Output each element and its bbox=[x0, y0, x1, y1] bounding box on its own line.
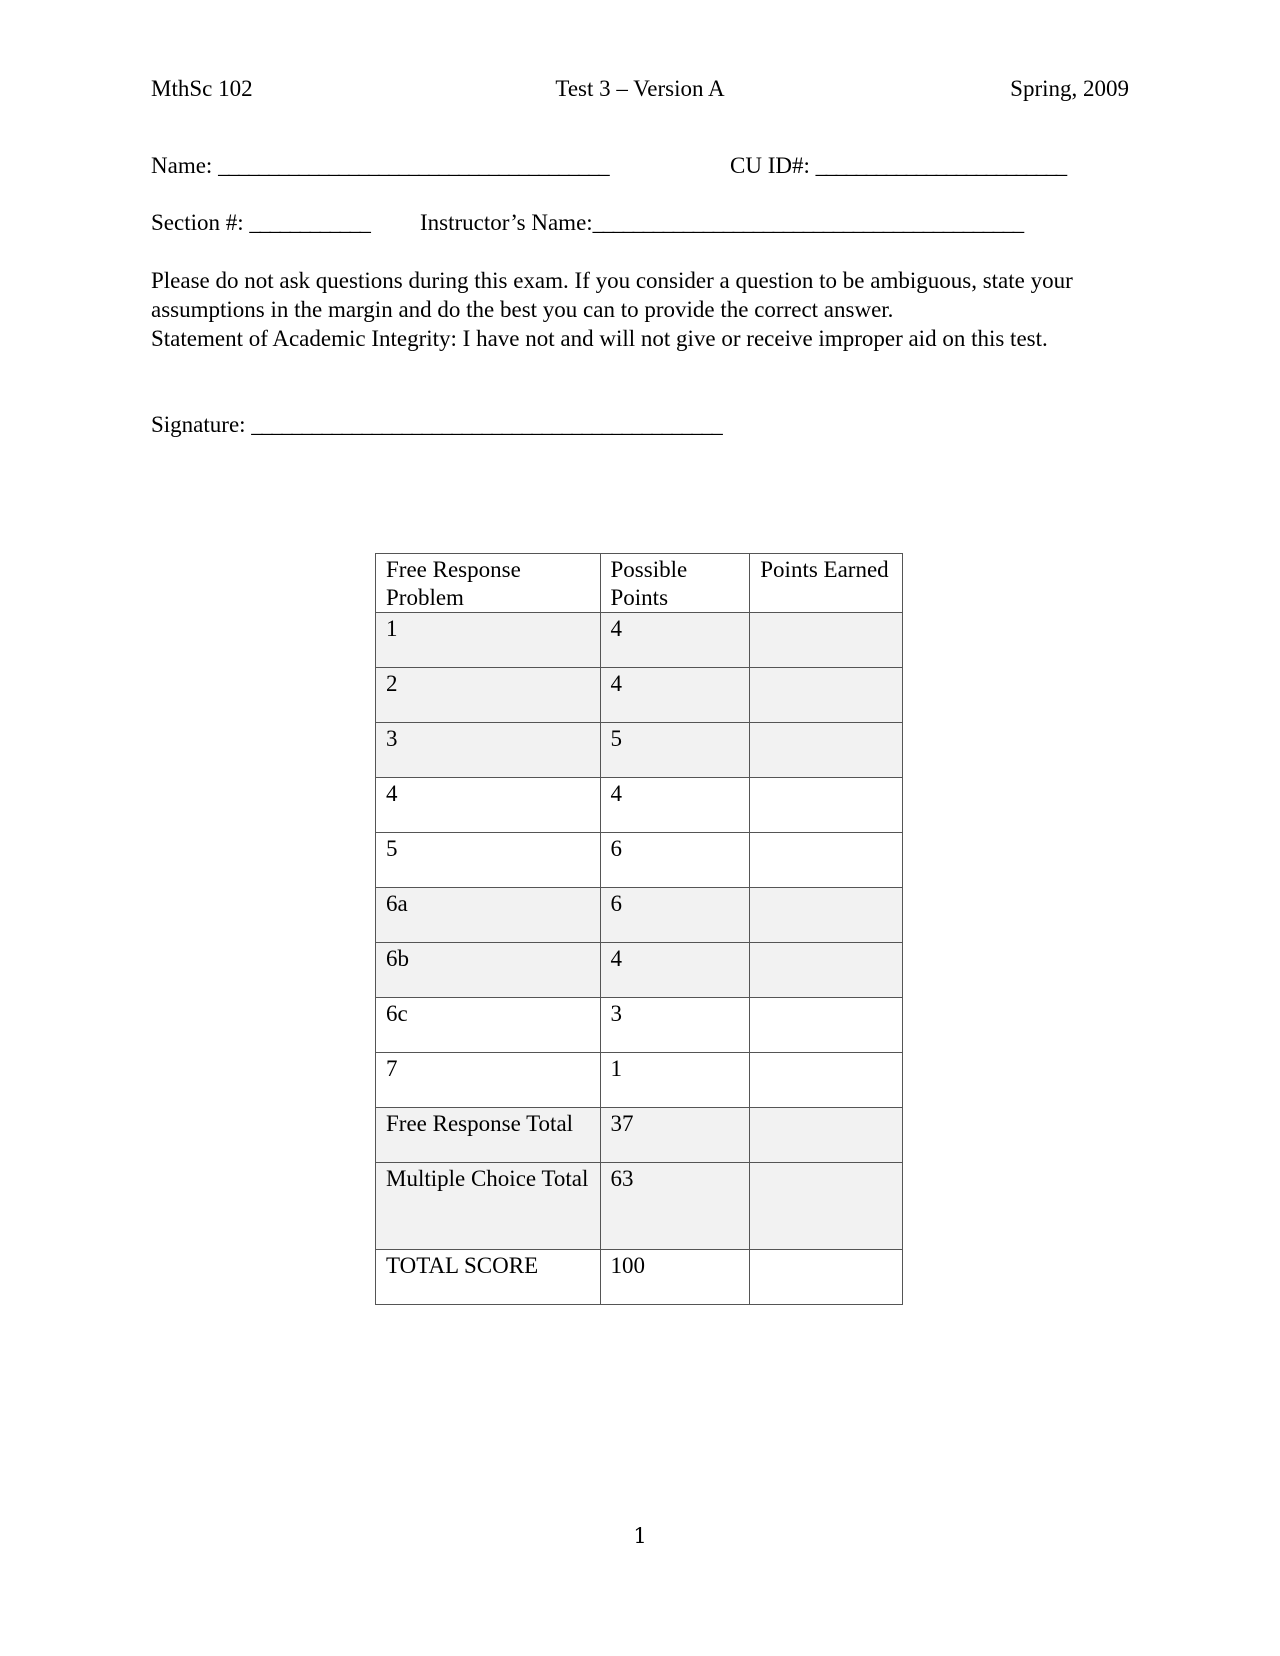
cuid-label: CU ID#: bbox=[730, 153, 810, 178]
signature-label: Signature: bbox=[151, 412, 246, 437]
possible-cell: 37 bbox=[600, 1108, 750, 1163]
name-field[interactable] bbox=[151, 151, 608, 181]
problem-cell: 1 bbox=[376, 613, 601, 668]
term-label: Spring, 2009 bbox=[1010, 76, 1129, 101]
problem-cell: TOTAL SCORE bbox=[376, 1250, 601, 1305]
table-row bbox=[376, 998, 903, 1053]
earned-cell[interactable] bbox=[750, 943, 903, 998]
table-row-free-response-total bbox=[376, 1108, 903, 1163]
signature-field[interactable] bbox=[151, 410, 721, 440]
earned-cell[interactable] bbox=[750, 778, 903, 833]
earned-cell[interactable] bbox=[750, 1163, 903, 1250]
section-field[interactable] bbox=[151, 208, 369, 238]
problem-cell: 5 bbox=[376, 833, 601, 888]
problem-cell: 3 bbox=[376, 723, 601, 778]
header-points-earned: Points Earned bbox=[750, 554, 903, 613]
section-label: Section #: bbox=[151, 210, 244, 235]
instructions-text: Please do not ask questions during this exam. If you consider a question to be ambiguous, state your assumptions in the margin and do the best you can to provide the correct answer. bbox=[151, 268, 1073, 322]
table-row bbox=[376, 833, 903, 888]
earned-cell[interactable] bbox=[750, 888, 903, 943]
earned-cell[interactable] bbox=[750, 833, 903, 888]
cuid-field[interactable] bbox=[730, 151, 1066, 181]
possible-cell: 4 bbox=[600, 778, 750, 833]
possible-cell: 5 bbox=[600, 723, 750, 778]
possible-cell: 4 bbox=[600, 943, 750, 998]
table-row bbox=[376, 723, 903, 778]
earned-cell[interactable] bbox=[750, 998, 903, 1053]
problem-cell: 7 bbox=[376, 1053, 601, 1108]
problem-cell: 6a bbox=[376, 888, 601, 943]
name-label: Name: bbox=[151, 153, 213, 178]
signature-blank[interactable]: _______________________________________________ bbox=[251, 412, 722, 437]
earned-cell[interactable] bbox=[750, 1053, 903, 1108]
score-table bbox=[375, 553, 903, 1305]
problem-cell: Free Response Total bbox=[376, 1108, 601, 1163]
possible-cell: 6 bbox=[600, 888, 750, 943]
table-row bbox=[376, 778, 903, 833]
problem-cell: 4 bbox=[376, 778, 601, 833]
header-possible-points: Possible Points bbox=[600, 554, 750, 613]
possible-cell: 63 bbox=[600, 1163, 750, 1250]
header-problem: Free Response Problem bbox=[376, 554, 601, 613]
instructor-blank[interactable]: ___________________________________________ bbox=[592, 210, 1023, 235]
name-blank[interactable]: _______________________________________ bbox=[218, 153, 609, 178]
academic-integrity-statement: Statement of Academic Integrity: I have not and will not give or receive improper aid on this test. bbox=[151, 326, 1048, 351]
possible-cell: 100 bbox=[600, 1250, 750, 1305]
instructor-label: Instructor’s Name: bbox=[420, 210, 593, 235]
table-row bbox=[376, 1053, 903, 1108]
test-title: Test 3 – Version A bbox=[555, 76, 725, 101]
problem-cell: Multiple Choice Total bbox=[376, 1163, 601, 1250]
instructions bbox=[151, 266, 1126, 353]
problem-cell: 6c bbox=[376, 998, 601, 1053]
earned-cell[interactable] bbox=[750, 723, 903, 778]
table-row-multiple-choice-total bbox=[376, 1163, 903, 1250]
cuid-blank[interactable]: _________________________ bbox=[815, 153, 1066, 178]
possible-cell: 4 bbox=[600, 613, 750, 668]
problem-cell: 6b bbox=[376, 943, 601, 998]
table-row bbox=[376, 613, 903, 668]
possible-cell: 6 bbox=[600, 833, 750, 888]
possible-cell: 1 bbox=[600, 1053, 750, 1108]
page-number: 1 bbox=[633, 1524, 647, 1548]
instructor-field[interactable] bbox=[420, 208, 1023, 238]
section-blank[interactable]: ____________ bbox=[249, 210, 370, 235]
possible-cell: 4 bbox=[600, 668, 750, 723]
table-row-total-score bbox=[376, 1250, 903, 1305]
table-row bbox=[376, 668, 903, 723]
possible-cell: 3 bbox=[600, 998, 750, 1053]
table-row bbox=[376, 888, 903, 943]
table-row bbox=[376, 943, 903, 998]
earned-cell[interactable] bbox=[750, 1250, 903, 1305]
course-code: MthSc 102 bbox=[151, 76, 253, 101]
earned-cell[interactable] bbox=[750, 668, 903, 723]
problem-cell: 2 bbox=[376, 668, 601, 723]
table-header-row bbox=[376, 554, 903, 613]
earned-cell[interactable] bbox=[750, 613, 903, 668]
earned-cell[interactable] bbox=[750, 1108, 903, 1163]
